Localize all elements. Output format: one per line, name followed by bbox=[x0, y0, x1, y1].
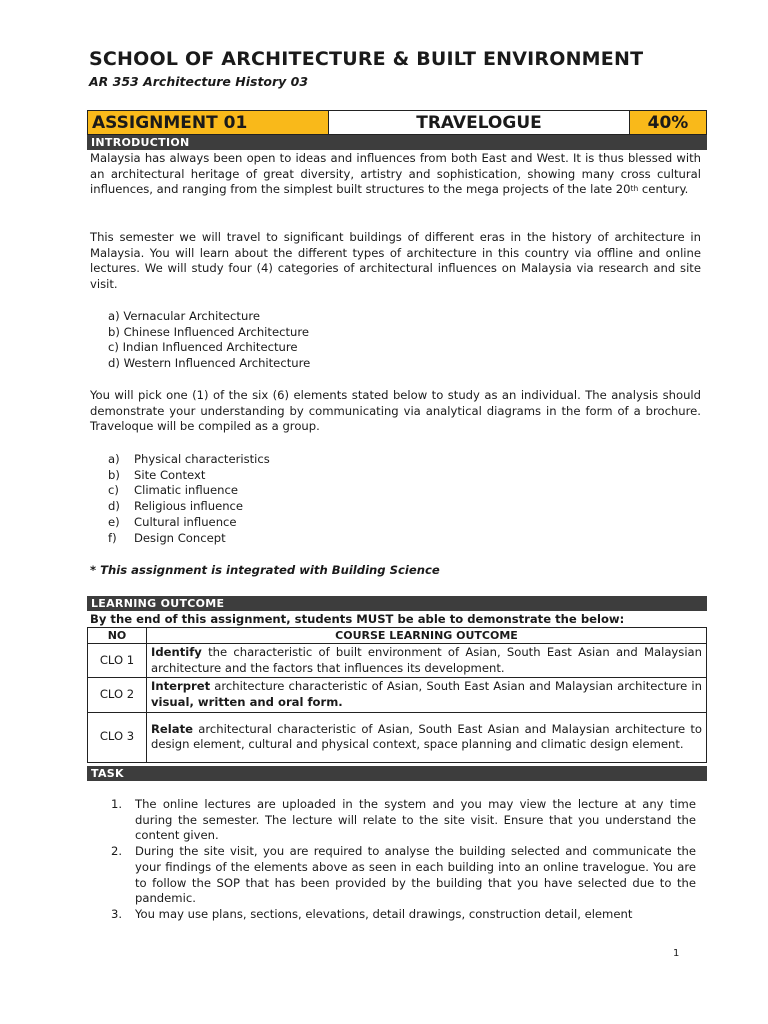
list-item: e) Cultural influence bbox=[108, 514, 237, 529]
list-item: b) Chinese Influenced Architecture bbox=[108, 324, 309, 339]
clo-description: Interpret architecture characteristic of Asian, South East Asian and Malaysian architecture in visual, written and oral form. bbox=[147, 678, 707, 712]
clo-number: CLO 1 bbox=[88, 644, 147, 678]
assignment-label: ASSIGNMENT 01 bbox=[88, 111, 328, 134]
superscript-th: th bbox=[630, 184, 639, 194]
intro-paragraph-3: You will pick one (1) of the six (6) elements stated below to study as an individual. The analysis should demonstrate your understanding by communicating via analytical diagrams in the form of a brochure. Traveloque will be compiled as a group. bbox=[90, 388, 701, 434]
learning-outcome-intro: By the end of this assignment, students MUST be able to demonstrate the below: bbox=[90, 612, 625, 626]
list-item: c) Climatic influence bbox=[108, 483, 238, 498]
list-item: 1. The online lectures are uploaded in the system and you may view the lecture at any time during the semester. The lecture will relate to the site visit. Ensure that you understand the content given. bbox=[111, 797, 696, 843]
category-list bbox=[108, 309, 310, 372]
learning-outcome-heading: LEARNING OUTCOME bbox=[87, 596, 707, 611]
assignment-header-row bbox=[87, 110, 707, 135]
task-list bbox=[111, 797, 696, 923]
table-header-row bbox=[88, 628, 707, 644]
table-row bbox=[88, 678, 707, 712]
column-header-no: NO bbox=[88, 628, 147, 644]
column-header-outcome: COURSE LEARNING OUTCOME bbox=[147, 628, 707, 644]
clo-table bbox=[87, 627, 707, 763]
clo-description: Identify the characteristic of built environment of Asian, South East Asian and Malaysian architecture and the factors that influences its development. bbox=[147, 644, 707, 678]
intro-paragraph-1-end: century. bbox=[638, 182, 689, 197]
introduction-heading: INTRODUCTION bbox=[87, 135, 707, 150]
list-item: a) Vernacular Architecture bbox=[108, 309, 260, 323]
list-item: a) Physical characteristics bbox=[108, 452, 270, 466]
list-item: b) Site Context bbox=[108, 467, 206, 482]
list-item: 3. You may use plans, sections, elevations, detail drawings, construction detail, element bbox=[111, 906, 633, 921]
intro-paragraph-1-text: Malaysia has always been open to ideas and influences from both East and West. It is thus blessed with an architectural heritage of great diversity, artistry and sophistication, showing many cross cultural influences, and ranging from the simplest built structures to the mega projects of the late 20 bbox=[90, 151, 701, 197]
school-title: SCHOOL OF ARCHITECTURE & BUILT ENVIRONMENT bbox=[89, 48, 644, 70]
intro-paragraph-2: This semester we will travel to significant buildings of different eras in the history of architecture in Malaysia. You will learn about the different types of architecture in this country via offline and online lectures. We will study four (4) categories of architectural influences on Malaysia via research and site visit. bbox=[90, 230, 701, 292]
list-item: c) Indian Influenced Architecture bbox=[108, 340, 298, 355]
task-heading: TASK bbox=[87, 766, 707, 781]
integration-note: * This assignment is integrated with Building Science bbox=[90, 563, 440, 577]
list-item: 2. During the site visit, you are required to analyse the building selected and communicate the your findings of the elements above as seen in each building into an online travelogue. You are to follow the SOP that has been provided by the building that you have selected due to the pandemic. bbox=[111, 844, 696, 906]
table-row bbox=[88, 712, 707, 762]
page-number: 1 bbox=[673, 948, 680, 959]
element-list bbox=[108, 452, 270, 546]
intro-paragraph-1 bbox=[90, 151, 701, 198]
course-title: AR 353 Architecture History 03 bbox=[89, 74, 309, 89]
list-item: d) Religious influence bbox=[108, 499, 244, 514]
assignment-title: TRAVELOGUE bbox=[328, 111, 630, 134]
clo-number: CLO 3 bbox=[88, 712, 147, 762]
assignment-weight: 40% bbox=[630, 111, 706, 134]
clo-description: Relate architectural characteristic of Asian, South East Asian and Malaysian architecture to design element, cultural and physical context, space planning and climatic design element. bbox=[147, 712, 707, 762]
clo-number: CLO 2 bbox=[88, 678, 147, 712]
list-item: d) Western Influenced Architecture bbox=[108, 356, 311, 371]
table-row bbox=[88, 644, 707, 678]
list-item: f) Design Concept bbox=[108, 530, 226, 545]
